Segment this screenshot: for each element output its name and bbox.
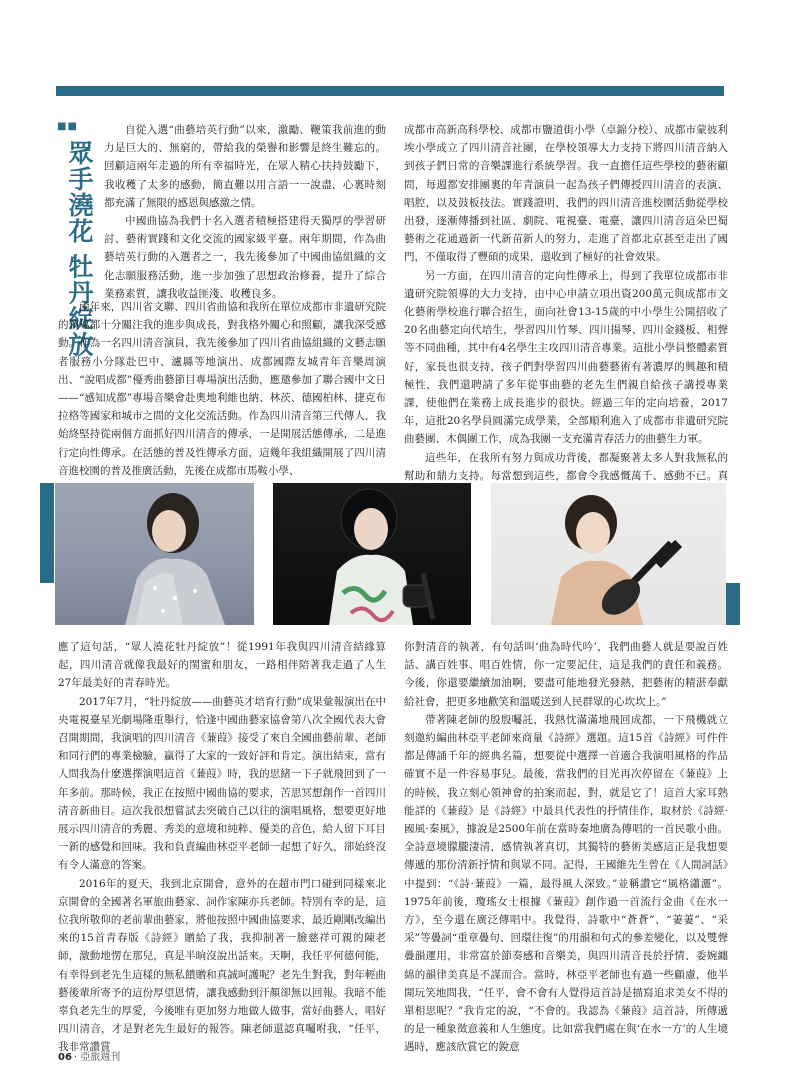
performer-photo-cheongsam	[273, 483, 471, 625]
performer-photo-pipa	[491, 483, 726, 625]
paragraph: 應了這句話，“眾人澆花牡丹綻放”！從1991年我與四川清音結緣算起，四川清音就像我最好的閨蜜和朋友，一路相伴陪著我走過了人生27年最美好的青春時光。	[58, 641, 386, 690]
text-column-4	[404, 638, 728, 1054]
performer-photo-silver-dress	[55, 483, 254, 625]
article-title: 眾手澆花 牡丹綻放	[65, 140, 94, 358]
paragraph: 成都市高新高科學校、成都市鹽道街小學（卓錦分校）、成都市蒙彼利埃小學成立了四川清音社團，在學校領導大力支持下將四川清音納入到孩子們日常的音樂課進行系統學習。我一直擔任這些學校的藝術顧問，每週都安排團裏的年青演員一起為孩子們傳授四川清音的表演、唱腔，以及鼓板技法。實踐證明，我們的四川清音進校園活動從學校出發，逐漸傳播到社區、劇院、電視臺、電臺，讓四川清音這朵巴蜀藝術之花通過新一代新苗新人的努力，走進了首都北京甚至走出了國門，不僅取得了豐碩的成果，還收到了極好的社會效果。	[404, 124, 728, 264]
paragraph: 這些年，在我所有努力與成功背後，都凝聚著太多人對我無私的幫助和鼎力支持。每當想到這些，都會令我感慨萬千、感動不已。真	[404, 451, 728, 482]
photo-strip	[40, 483, 760, 625]
text-column-1-wide	[58, 298, 386, 477]
paragraph: 2017年7月，“牡丹綻放——曲藝英才培育行動”成果彙報演出在中央電視臺星光劇場隆重舉行，恰逢中國曲藝家協會第八次全國代表大會召開期間，我演唱的四川清音《蒹葭》接受了來自全國曲藝前輩、老師和同行們的專業檢驗，贏得了大家的一致好評和肯定。演出結束，當有人問我為什麼選擇演唱這首《蒹葭》時，我的思緒一下子就飛回到了一年多前。那時候，我正在按照中國曲協的要求，苦思冥想創作一首四川清音新曲目。這次我很想嘗試去突破自己以往的演唱風格，想要更好地展示四川清音的秀麗、秀美的意境和純粹、優美的音色，給人留下耳目一新的感覺和回味。我和負責編曲林亞平老師一起想了好久，卻始終沒有令人滿意的答案。	[58, 695, 386, 872]
paragraph: 你對清音的執著，有句話叫‘曲為時代吟’，我們曲藝人就是要說百姓話、講百姓事、唱百姓情，你一定要記住，這是我們的責任和義務。今後，你還要繼續加油啊，要盡可能地發光發熱，把藝術的精湛奉獻給社會，把更多地歡笑和溫暖送到人民群眾的心坎坎上。”	[404, 641, 728, 708]
photo-accent-right	[726, 583, 740, 625]
publication-name: · 亞旅週刊	[73, 1052, 121, 1063]
paragraph: 帶著陳老師的殷殷囑託，我熱忱滿滿地飛回成都，一下飛機就立刻邀約編曲林亞平老師來商量《詩經》選題。這15首《詩經》可件件都是傳誦千年的經典名篇，想要從中選擇一首適合我演唱風格的作品確實不是一件容易事兒。最後，當我們的目光再次停留在《蒹葭》上的時候，我立刻心領神會的拍案而起，對，就是它了！這首大家耳熟能詳的《蒹葭》是《詩經》中最具代表性的抒情佳作，取材於《詩經·國風·秦風》，據說是2500年前在當時秦地廣為傳唱的一首民歌小曲。全詩意境朦朧淒清，感情執著真切，其獨特的藝術美感這正是我想要傳遞的那份清新抒情和與眾不同。記得，王國維先生曾在《人間詞話》中提到：“《詩·蒹葭》一篇，最得風人深致。”並稱讚它“風格瀟灑”。1975年前後，瓊瑤女士根據《蒹葭》創作過一首流行金曲《在水一方》，至今還在廣泛傳唱中。我覺得，詩歌中“蒼蒼”、“萋萋”、“采采”等疊詞“重章疊句、回環往復”的用韻和句式的參差變化，以及雙聲疊韻運用，非常富於節奏感和音樂美，與四川清音長於抒情、委婉纏綿的韻律美真是不謀而合。當時，林亞平老師也有過一些顧慮，他半開玩笑地問我，“任平，會不會有人覺得這首詩是描寫追求美女不得的單相思呢？”我肯定的說，“不會的。我認為《蒹葭》這首詩，所傳遞的是一種象徵意義和人生態度。比如當我們處在與‘在水一方’的人生境遇時，應該欣賞它的銳意	[404, 713, 728, 1054]
paragraph: 兩年來，四川省文聯、四川省曲協和我所在單位成都市非遺研究院的領導都十分關注我的進步與成長，對我格外關心和照顧，讓我深受感動。作為一名四川清音演員，我先後參加了四川省曲協組織的文藝志願者服務小分隊赴巴中、瀘縣等地演出、成都國際友城青年音樂周演出、“說唱成都”優秀曲藝節目專場演出活動，應邀參加了聯合國中文日——“感知成都”專場音樂會赴奧地利維也納、林茨、德國柏林、捷克布拉格等國家和城市之間的文化交流活動。作為四川清音第三代傳人，我始終堅持從兩個方面抓好四川清音的傳承，一是開展活態傳承，二是進行定向性傳承。在活態的普及性傳承方面，這幾年我組織開展了四川清音進校園的普及推廣活動，先後在成都市馬鞍小學、	[58, 301, 386, 477]
page-footer	[58, 1048, 120, 1063]
paragraph: 自從入選“曲藝培英行動”以來，激勵、鞭策我前進的動力是巨大的、無窮的，帶給我的榮譽和影響是終生難忘的。回顧這兩年走過的所有幸福時光，在眾人精心扶持鼓勵下，我收穫了太多的感動，簡直難以用言語一一說盡，心裏時刻都充滿了無限的感恩與感激之情。	[104, 124, 386, 209]
paragraph: 另一方面，在四川清音的定向性傳承上，得到了我單位成都市非遺研究院領導的大力支持，由中心申請立項出資200萬元與成都市文化藝術學校進行聯合招生，面向社會13-15歲的中小學生公開招收了20名曲藝定向代培生，學習四川竹琴、四川揚琴、四川金錢板、相聲等不同曲種，其中有4名學生主攻四川清音專業。這批小學員整體素質好，家長也很支持，孩子們對學習四川曲藝藝術有著濃厚的興趣和積極性，我們還聘請了多年從事曲藝的老先生們親自給孩子講授專業課，使他們在業務上成長進步的很快。經過三年的定向培養，2017年，這批20名學員圓滿完成學業，全部順利進入了成都市非遺研究院曲藝團、木偶團工作，成為我團一支充滿青春活力的曲藝生力軍。	[404, 269, 728, 446]
photo-accent-left	[40, 483, 54, 583]
text-column-1	[104, 121, 386, 298]
top-accent-bar	[56, 86, 724, 96]
paragraph: 中國曲協為我們十名入選者積極搭建得天獨厚的學習研討、藝術實踐和文化交流的國家級平臺。兩年期間，作為曲藝培英行動的入選者之一，我先後參加了中國曲協組織的文化志願服務活動，進一步加強了思想政治修養，提升了綜合業務素質，讓我收益匪淺、收穫良多。	[104, 215, 386, 300]
text-column-2	[404, 121, 728, 482]
paragraph: 2016年的夏天，我到北京開會，意外的在超市門口碰到同樣來北京開會的全國著名軍旅曲藝家、詞作家陳亦兵老師。特別有幸的是，這位我所敬仰的老前輩曲藝家，將他按照中國曲協要求，最近剛剛改編出來的15首青春版《詩經》贈給了我，我抑制著一臉慈祥可親的陳老師，激動地愣在那兒，真是半晌沒說出話來。天啊，我任平何德何能，有幸得到老先生這樣的無私饋贈和真誠呵護呢？老先生對我，對年輕曲藝後輩所寄予的這份厚望恩情，讓我感動到汗顏卻無以回報。我暗不能辜負老先生的厚愛，今後唯有更加努力地做人做事，當好曲藝人，唱好四川清音，才是對老先生最好的報答。陳老師還認真囑咐我，“任平，我非常讚賞	[58, 877, 386, 1054]
text-column-3	[58, 638, 386, 1054]
title-marks: ■■	[57, 121, 78, 132]
page-number: 06	[58, 1052, 72, 1063]
